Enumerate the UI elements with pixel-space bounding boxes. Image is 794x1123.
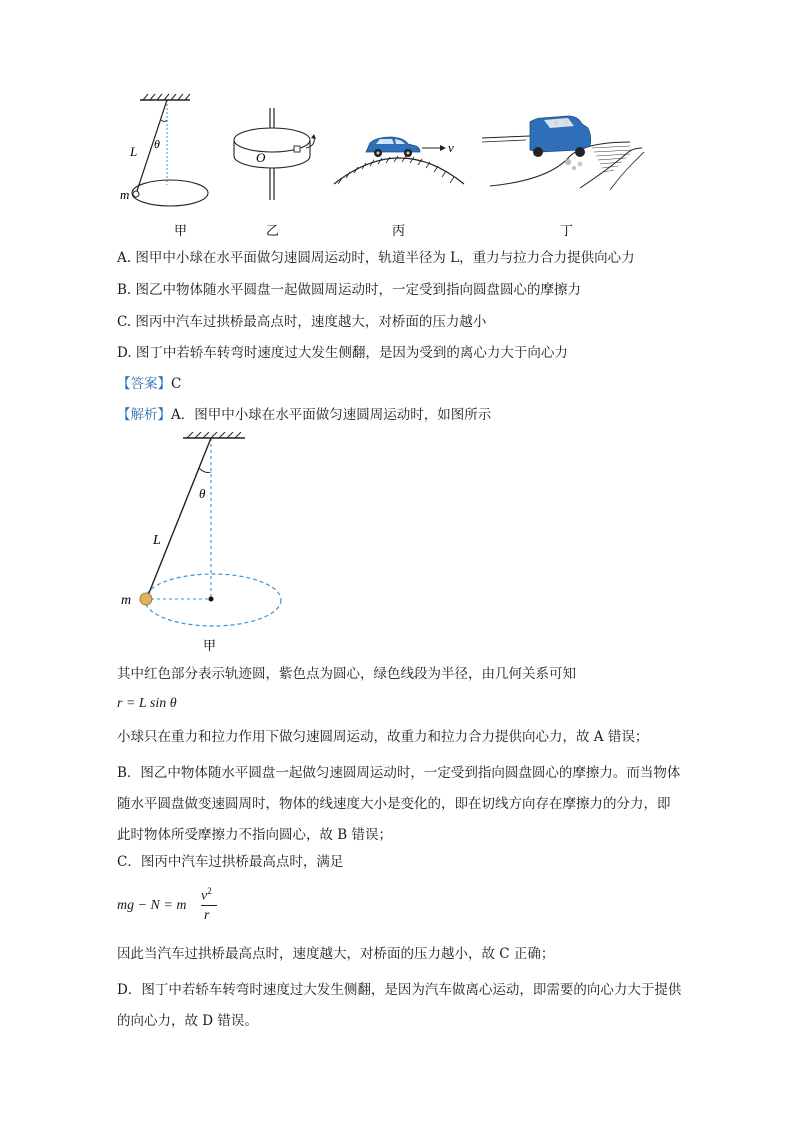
figure-ding-diagram <box>482 116 644 190</box>
formula-lhs: mg − N = m <box>117 898 187 913</box>
figure-jia-m-label: m <box>120 187 130 202</box>
formula-num-v: v <box>201 888 208 904</box>
figure-jia-caption: 甲 <box>174 224 188 239</box>
figure-jia-L-label: L <box>130 144 138 159</box>
figure-yi-caption: 乙 <box>266 224 280 239</box>
analysis-tag: 【解析】 <box>117 407 171 423</box>
answer-value: C <box>171 376 182 392</box>
answer-line <box>117 374 181 394</box>
analysis-figure-caption: 甲 <box>203 639 217 654</box>
option-a: A. 图甲中小球在水平面做匀速圆周运动时，轨道半径为 L，重力与拉力合力提供向心力 <box>117 250 635 266</box>
formula-r: r = L sin θ <box>117 696 177 711</box>
analysis-p5: 因此当汽车过拱桥最高点时，速度越大，对桥面的压力越小，故 C 正确； <box>117 946 555 962</box>
figure-yi-O-label: O <box>256 150 266 165</box>
analysis-p3: B．图乙中物体随水平圆盘一起做匀速圆周运动时，一定受到指向圆盘圆心的摩擦力。而当物体随水平圆盘做变速圆周时，物体的线速度大小是变化的，即在切线方向存在摩擦力的分力，即此时物体所受摩擦力不指向圆心，故 B 错误； <box>117 765 681 843</box>
formula-sup: 2 <box>207 886 212 896</box>
formula-fraction-bar <box>201 905 217 906</box>
figure-bing-diagram <box>334 137 464 184</box>
analysis-figure-m: m <box>121 593 132 608</box>
answer-tag: 【答案】 <box>117 376 171 392</box>
figure-ding-caption: 丁 <box>560 224 574 239</box>
top-figures <box>110 90 670 240</box>
analysis-figure-theta: θ <box>199 486 206 501</box>
analysis-p6: D．图丁中若轿车转弯时速度过大发生侧翻，是因为汽车做离心运动，即需要的向心力大于提供的向心力，故 D 错误。 <box>117 982 682 1029</box>
formula-numerator <box>201 886 212 905</box>
figure-yi-diagram <box>234 108 316 200</box>
option-d: D. 图丁中若轿车转弯时速度过大发生侧翻，是因为受到的离心力大于向心力 <box>117 345 568 361</box>
option-b: B. 图乙中物体随水平圆盘一起做圆周运动时，一定受到指向圆盘圆心的摩擦力 <box>117 282 582 298</box>
analysis-p1: 其中红色部分表示轨迹圆，紫色点为圆心，绿色线段为半径，由几何关系可知 <box>117 666 576 682</box>
figure-bing-caption: 丙 <box>392 224 406 239</box>
analysis-intro-line <box>117 405 491 425</box>
analysis-figure <box>115 432 315 658</box>
option-c: C. 图丙中汽车过拱桥最高点时，速度越大，对桥面的压力越小 <box>117 314 487 330</box>
analysis-figure-L: L <box>153 533 161 548</box>
analysis-p4: C．图丙中汽车过拱桥最高点时，满足 <box>117 854 344 870</box>
figure-bing-v-label: v <box>448 140 454 155</box>
analysis-intro: A．图甲中小球在水平面做匀速圆周运动时，如图所示 <box>171 407 492 423</box>
figure-jia-theta-label: θ <box>154 137 160 151</box>
analysis-p2: 小球只在重力和拉力作用下做匀速圆周运动，故重力和拉力合力提供向心力，故 A 错误； <box>117 729 649 745</box>
figure-jia-diagram <box>132 94 208 206</box>
formula-denominator: r <box>204 908 210 923</box>
